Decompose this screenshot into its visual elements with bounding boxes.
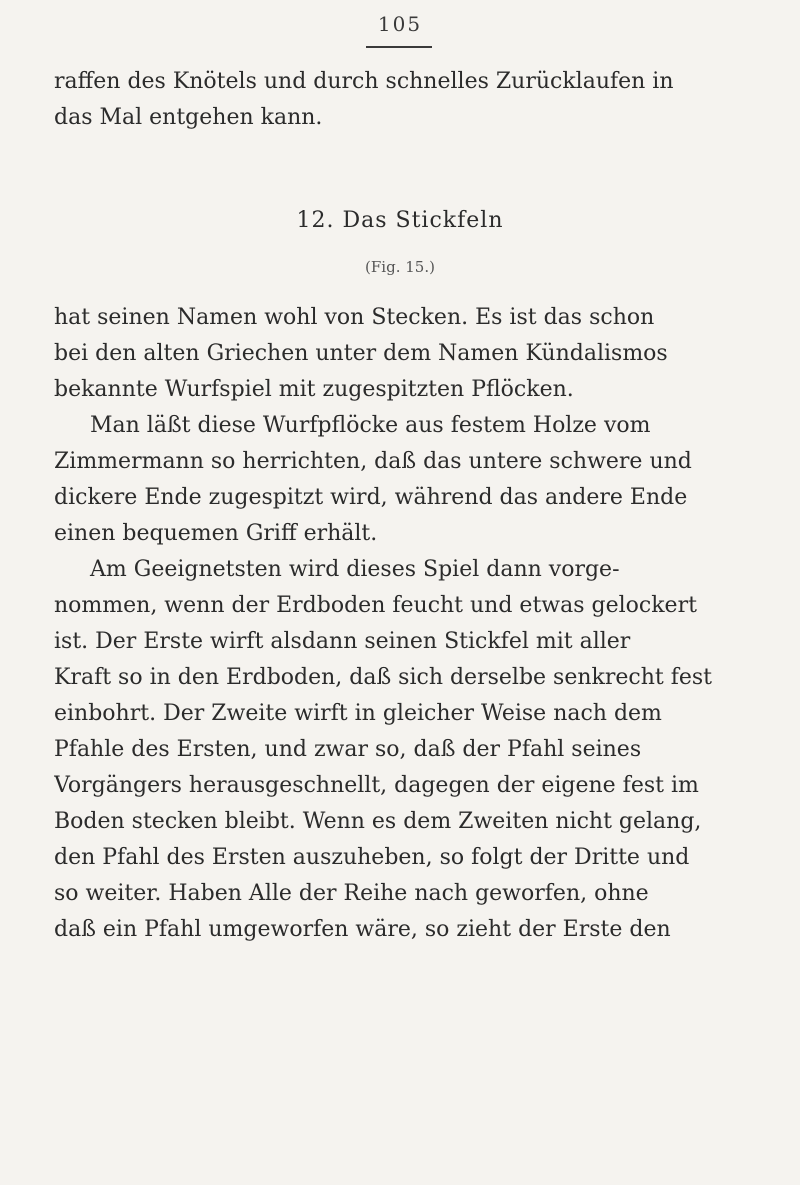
text-line: dickere Ende zugespitzt wird, während das andere Ende xyxy=(54,485,688,510)
text-line: einbohrt. Der Zweite wirft in gleicher Weise nach dem xyxy=(54,701,662,726)
text-line: so weiter. Haben Alle der Reihe nach geworfen, ohne xyxy=(54,881,649,906)
text-line: nommen, wenn der Erdboden feucht und etwas gelockert xyxy=(54,593,697,618)
text-line: Man läßt diese Wurfpflöcke aus festem Holze vom xyxy=(90,413,651,438)
text-line: bekannte Wurfspiel mit zugespitzten Pflöcken. xyxy=(54,377,574,402)
text-line: raffen des Knötels und durch schnelles Zurücklaufen in xyxy=(54,69,674,94)
text-line: bei den alten Griechen unter dem Namen Kündalismos xyxy=(54,341,668,366)
text-line: das Mal entgehen kann. xyxy=(54,105,323,130)
text-line: ist. Der Erste wirft alsdann seinen Stickfel mit aller xyxy=(54,629,631,654)
text-line: Vorgängers herausgeschnellt, dagegen der eigene fest im xyxy=(54,773,699,798)
text-line: hat seinen Namen wohl von Stecken. Es ist das schon xyxy=(54,305,655,330)
page-number: 105 xyxy=(377,12,423,36)
figure-reference: (Fig. 15.) xyxy=(365,258,435,276)
text-line: Am Geeignetsten wird dieses Spiel dann vorge- xyxy=(90,557,620,582)
page-number-rule xyxy=(366,46,432,48)
section-body xyxy=(54,300,754,948)
text-line: einen bequemen Griff erhält. xyxy=(54,521,378,546)
text-line: Boden stecken bleibt. Wenn es dem Zweiten nicht gelang, xyxy=(54,809,702,834)
text-line: daß ein Pfahl umgeworfen wäre, so zieht der Erste den xyxy=(54,917,671,942)
text-line: Zimmermann so herrichten, daß das untere schwere und xyxy=(54,449,692,474)
text-line: Pfahle des Ersten, und zwar so, daß der Pfahl seines xyxy=(54,737,642,762)
text-line: den Pfahl des Ersten auszuheben, so folgt der Dritte und xyxy=(54,845,690,870)
intro-paragraph xyxy=(54,64,754,136)
section-heading: 12. Das Stickfeln xyxy=(296,208,504,233)
text-line: Kraft so in den Erdboden, daß sich derselbe senkrecht fest xyxy=(54,665,713,690)
